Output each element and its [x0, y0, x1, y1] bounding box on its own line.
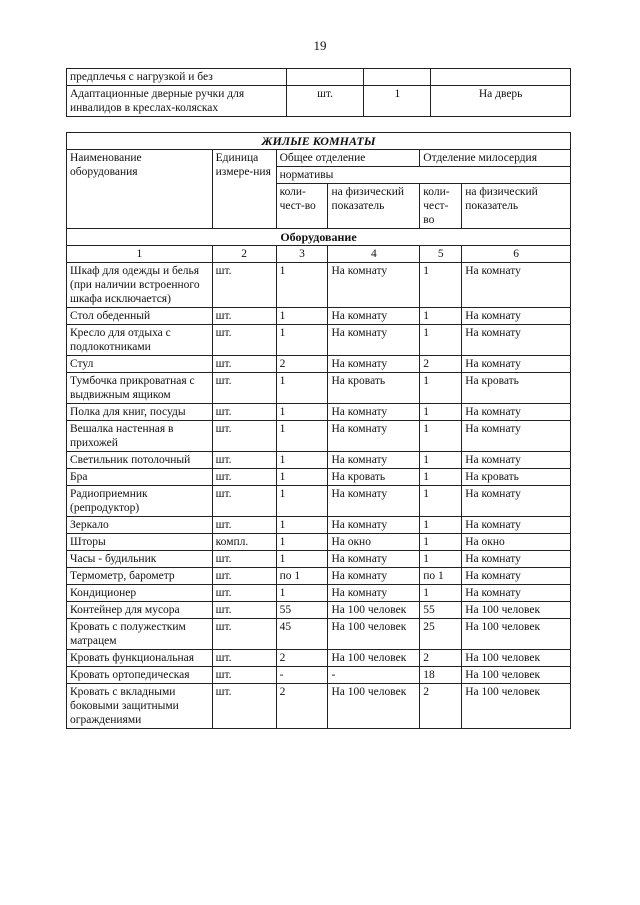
table-row: [67, 325, 571, 356]
cell-basis-mercy: На комнату: [462, 517, 571, 534]
table-row: [67, 517, 571, 534]
cell-basis-mercy: На комнату: [462, 568, 571, 585]
cell-qty-general: 1: [276, 263, 328, 308]
header-basis-mercy: на физический показатель: [462, 184, 571, 229]
cell-basis-mercy: На комнату: [462, 325, 571, 356]
cell-qty-mercy: 1: [420, 373, 462, 404]
cell-basis-mercy: На 100 человек: [462, 684, 571, 729]
header-mercy: Отделение милосердия: [420, 150, 571, 167]
cell-basis-general: На кровать: [328, 469, 420, 486]
cell-qty-mercy: 1: [420, 517, 462, 534]
cell-name: Тумбочка прикроватная с выдвижным ящиком: [67, 373, 213, 404]
table-row: [67, 486, 571, 517]
cell-qty-mercy: 2: [420, 356, 462, 373]
cell-basis-mercy: На комнату: [462, 263, 571, 308]
table-row: [67, 619, 571, 650]
header-qty-general: коли-чест-во: [276, 184, 328, 229]
cell-basis-mercy: На комнату: [462, 551, 571, 568]
table-title: ЖИЛЫЕ КОМНАТЫ: [67, 133, 571, 150]
table-row: [67, 421, 571, 452]
cell-basis-general: На комнату: [328, 551, 420, 568]
cell-unit: шт.: [212, 517, 276, 534]
table-row: [67, 585, 571, 602]
cell-qty-mercy: 1: [420, 421, 462, 452]
cell-name: Кровать с полужестким матрацем: [67, 619, 213, 650]
cell-name: Кровать функциональная: [67, 650, 213, 667]
cell-qty-mercy: 1: [420, 308, 462, 325]
cell-name: предплечья с нагрузкой и без: [67, 69, 287, 86]
cell-unit: шт.: [212, 602, 276, 619]
cell-unit: шт.: [212, 667, 276, 684]
header-basis-general: на физический показатель: [328, 184, 420, 229]
cell-name: Часы - будильник: [67, 551, 213, 568]
cell-basis-general: -: [328, 667, 420, 684]
cell-basis-mercy: На комнату: [462, 308, 571, 325]
cell-unit: шт.: [212, 404, 276, 421]
cell-unit: шт.: [212, 551, 276, 568]
cell-qty: [364, 69, 431, 86]
cell-qty: 1: [364, 86, 431, 117]
cell-qty-mercy: 55: [420, 602, 462, 619]
table-row: [67, 373, 571, 404]
cell-basis-general: На 100 человек: [328, 650, 420, 667]
cell-qty-mercy: 2: [420, 684, 462, 729]
header-qty-mercy: коли-чест-во: [420, 184, 462, 229]
cell-name: Кресло для отдыха с подлокотниками: [67, 325, 213, 356]
page-number: 19: [313, 38, 327, 53]
cell-unit: шт.: [286, 86, 364, 117]
cell-qty-mercy: 1: [420, 452, 462, 469]
cell-qty-general: 2: [276, 356, 328, 373]
cell-qty-general: 1: [276, 517, 328, 534]
cell-basis-mercy: На 100 человек: [462, 619, 571, 650]
cell-name: Бра: [67, 469, 213, 486]
section-title: Оборудование: [67, 229, 571, 246]
cell-basis-mercy: На комнату: [462, 585, 571, 602]
cell-name: Кровать ортопедическая: [67, 667, 213, 684]
cell-basis-general: На комнату: [328, 308, 420, 325]
cell-basis-mercy: На комнату: [462, 452, 571, 469]
column-number: 2: [212, 246, 276, 263]
table-row: [67, 356, 571, 373]
cell-name: Контейнер для мусора: [67, 602, 213, 619]
cell-qty-general: 2: [276, 684, 328, 729]
cell-qty-general: 1: [276, 452, 328, 469]
header-general: Общее отделение: [276, 150, 420, 167]
cell-unit: шт.: [212, 650, 276, 667]
cell-basis-general: На 100 человек: [328, 602, 420, 619]
cell-basis-mercy: На комнату: [462, 486, 571, 517]
cell-basis-general: На кровать: [328, 373, 420, 404]
table-row: [67, 263, 571, 308]
cell-basis-general: На 100 человек: [328, 619, 420, 650]
cell-unit: [286, 69, 364, 86]
cell-basis-general: На комнату: [328, 263, 420, 308]
column-number: 3: [276, 246, 328, 263]
column-numbers-row: [67, 246, 571, 263]
cell-basis-mercy: На 100 человек: [462, 602, 571, 619]
table-row: [67, 86, 571, 117]
cell-basis-mercy: На окно: [462, 534, 571, 551]
cell-qty-mercy: 1: [420, 404, 462, 421]
cell-qty-general: 1: [276, 551, 328, 568]
cell-qty-mercy: 18: [420, 667, 462, 684]
cell-qty-mercy: 1: [420, 551, 462, 568]
table-row: [67, 452, 571, 469]
cell-basis-general: На комнату: [328, 486, 420, 517]
cell-name: Кровать с вкладными боковыми защитными ограждениями: [67, 684, 213, 729]
cell-basis-general: На комнату: [328, 421, 420, 452]
cell-qty-mercy: 1: [420, 486, 462, 517]
living-rooms-table: [66, 132, 571, 729]
cell-name: Шторы: [67, 534, 213, 551]
cell-qty-general: 2: [276, 650, 328, 667]
cell-basis-general: На 100 человек: [328, 684, 420, 729]
cell-name: Стол обеденный: [67, 308, 213, 325]
cell-name: Радиоприемник (репродуктор): [67, 486, 213, 517]
table-row: [67, 308, 571, 325]
table-row: [67, 684, 571, 729]
cell-basis-general: На комнату: [328, 356, 420, 373]
cell-unit: шт.: [212, 373, 276, 404]
column-number: 6: [462, 246, 571, 263]
cell-basis-general: На комнату: [328, 325, 420, 356]
cell-name: Светильник потолочный: [67, 452, 213, 469]
cell-qty-general: 1: [276, 469, 328, 486]
header-name: Наименование оборудования: [67, 150, 213, 229]
cell-basis-general: На комнату: [328, 517, 420, 534]
cell-basis-mercy: На 100 человек: [462, 650, 571, 667]
cell-unit: шт.: [212, 356, 276, 373]
cell-qty-mercy: 1: [420, 469, 462, 486]
cell-name: Кондиционер: [67, 585, 213, 602]
cell-qty-general: -: [276, 667, 328, 684]
header-norms: нормативы: [276, 167, 570, 184]
cell-name: Вешалка настенная в прихожей: [67, 421, 213, 452]
cell-unit: шт.: [212, 469, 276, 486]
cell-basis-general: На комнату: [328, 404, 420, 421]
continued-table: [66, 68, 571, 117]
table-row: [67, 602, 571, 619]
table-row: [67, 469, 571, 486]
cell-unit: шт.: [212, 325, 276, 356]
table-row: [67, 551, 571, 568]
table-row: [67, 404, 571, 421]
cell-basis-general: На комнату: [328, 452, 420, 469]
table-row: [67, 650, 571, 667]
cell-qty-mercy: 25: [420, 619, 462, 650]
cell-unit: шт.: [212, 263, 276, 308]
cell-name: Стул: [67, 356, 213, 373]
cell-basis-general: На комнату: [328, 568, 420, 585]
cell-qty-general: 1: [276, 325, 328, 356]
cell-unit: шт.: [212, 421, 276, 452]
cell-qty-general: 1: [276, 486, 328, 517]
header-unit: Единица измере-ния: [212, 150, 276, 229]
column-number: 1: [67, 246, 213, 263]
cell-basis-mercy: На 100 человек: [462, 667, 571, 684]
cell-name: Термометр, барометр: [67, 568, 213, 585]
cell-unit: шт.: [212, 308, 276, 325]
cell-basis: [431, 69, 571, 86]
cell-qty-general: 1: [276, 585, 328, 602]
cell-qty-general: по 1: [276, 568, 328, 585]
cell-qty-mercy: 2: [420, 650, 462, 667]
cell-name: Шкаф для одежды и белья (при наличии встроенного шкафа исключается): [67, 263, 213, 308]
cell-basis-mercy: На кровать: [462, 469, 571, 486]
cell-unit: шт.: [212, 568, 276, 585]
table-row: [67, 534, 571, 551]
table-row: [67, 667, 571, 684]
cell-qty-mercy: 1: [420, 534, 462, 551]
column-number: 5: [420, 246, 462, 263]
cell-name: Полка для книг, посуды: [67, 404, 213, 421]
cell-qty-general: 45: [276, 619, 328, 650]
cell-basis-mercy: На комнату: [462, 356, 571, 373]
cell-unit: шт.: [212, 585, 276, 602]
cell-qty-mercy: 1: [420, 325, 462, 356]
table-row: [67, 568, 571, 585]
cell-basis-mercy: На комнату: [462, 421, 571, 452]
cell-qty-general: 1: [276, 308, 328, 325]
cell-qty-mercy: 1: [420, 585, 462, 602]
cell-name: Зеркало: [67, 517, 213, 534]
cell-basis: На дверь: [431, 86, 571, 117]
cell-basis-mercy: На комнату: [462, 404, 571, 421]
cell-qty-general: 1: [276, 373, 328, 404]
table-row: [67, 69, 571, 86]
cell-unit: шт.: [212, 452, 276, 469]
cell-unit: компл.: [212, 534, 276, 551]
cell-name: Адаптационные дверные ручки для инвалидов в креслах-колясках: [67, 86, 287, 117]
cell-qty-general: 55: [276, 602, 328, 619]
cell-qty-mercy: по 1: [420, 568, 462, 585]
cell-qty-general: 1: [276, 534, 328, 551]
cell-basis-general: На комнату: [328, 585, 420, 602]
cell-qty-general: 1: [276, 421, 328, 452]
cell-qty-general: 1: [276, 404, 328, 421]
cell-unit: шт.: [212, 619, 276, 650]
cell-basis-general: На окно: [328, 534, 420, 551]
cell-basis-mercy: На кровать: [462, 373, 571, 404]
cell-unit: шт.: [212, 486, 276, 517]
cell-qty-mercy: 1: [420, 263, 462, 308]
column-number: 4: [328, 246, 420, 263]
cell-unit: шт.: [212, 684, 276, 729]
